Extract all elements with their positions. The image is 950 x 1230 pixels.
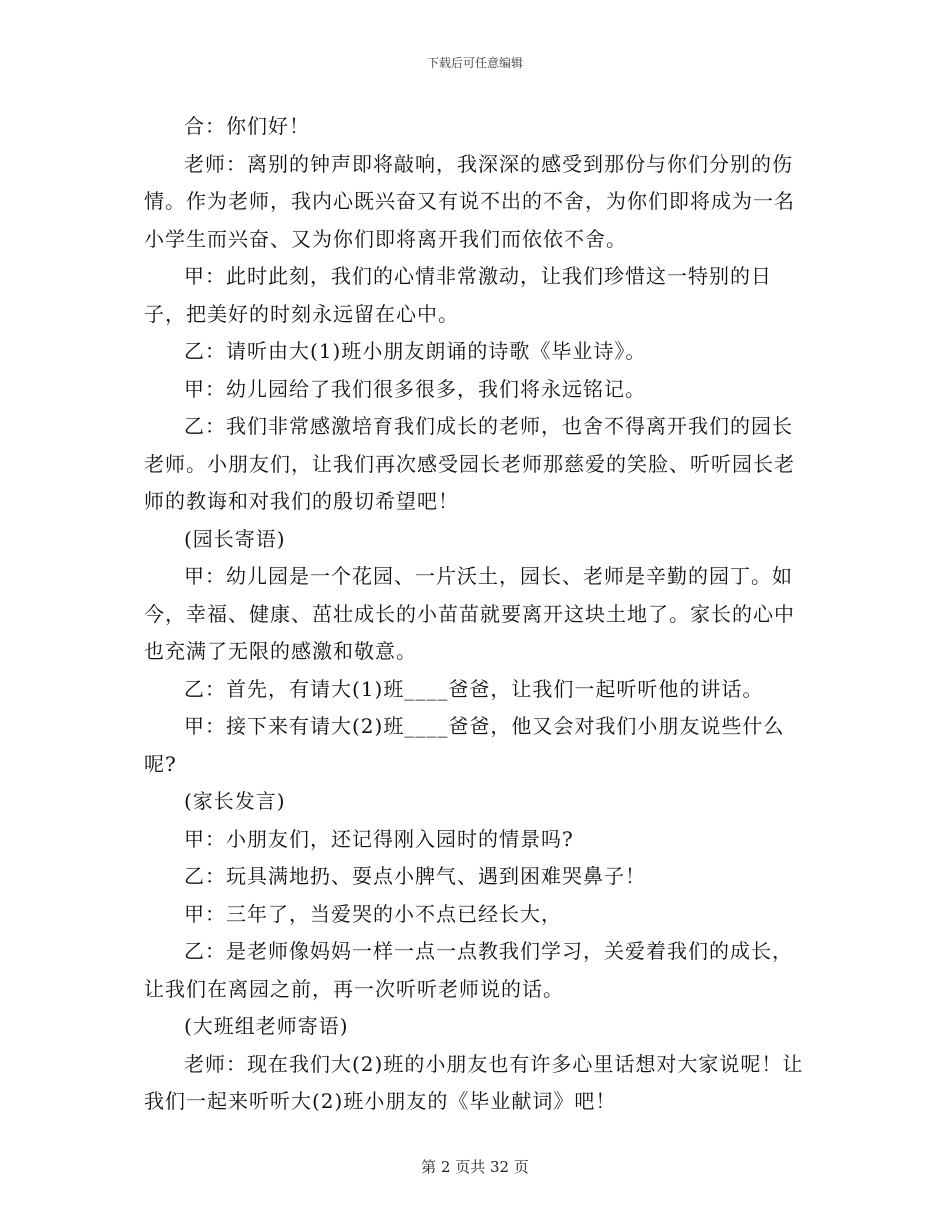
paragraph: 甲：幼儿园给了我们很多很多，我们将永远铭记。 (184, 376, 646, 401)
paragraph: 乙：首先，有请大(1)班____爸爸，让我们一起听听他的讲话。 (184, 676, 764, 701)
page-number: 第 2 页共 32 页 (421, 1158, 529, 1176)
paragraph: 乙：玩具满地扔、耍点小脾气、遇到困难哭鼻子！ (184, 864, 646, 888)
paragraph: 甲：幼儿园是一个花园、一片沃土，园长、老师是辛勤的园丁。如今，幸福、健康、茁壮成长的小苗苗就要离开这块土地了。家长的心中也充满了无限的感激和敬意。 (144, 564, 795, 663)
section-note: (大班组老师寄语) (184, 1014, 349, 1038)
section-note: (家长发言) (184, 789, 286, 813)
document-body (144, 108, 812, 1121)
paragraph: 甲：小朋友们，还记得刚入园时的情景吗? (184, 826, 574, 851)
paragraph: 乙：我们非常感激培育我们成长的老师，也舍不得离开我们的园长老师。小朋友们，让我们再次感受园长老师那慈爱的笑脸、听听园长老师的教诲和对我们的殷切希望吧！ (144, 414, 795, 513)
page-header: 下载后可任意编辑 (426, 56, 523, 70)
paragraph: 乙：是老师像妈妈一样一点一点教我们学习，关爱着我们的成长，让我们在离园之前，再一次听听老师说的话。 (144, 939, 793, 1001)
section-note: (园长寄语) (184, 526, 286, 551)
paragraph: 老师：离别的钟声即将敲响，我深深的感受到那份与你们分别的伤情。作为老师，我内心既兴奋又有说不出的不舍，为你们即将成为一名小学生而兴奋、又为你们即将离开我们而依依不舍。 (144, 151, 795, 251)
paragraph: 甲：接下来有请大(2)班____爸爸，他又会对我们小朋友说些什么呢? (144, 714, 785, 776)
paragraph: 甲：三年了，当爱哭的小不点已经长大， (184, 901, 562, 926)
paragraph: 乙：请听由大(1)班小朋友朗诵的诗歌《毕业诗》。 (184, 339, 647, 363)
paragraph: 甲：此时此刻，我们的心情非常激动，让我们珍惜这一特别的日子，把美好的时刻永远留在心中。 (144, 264, 772, 326)
paragraph: 合：你们好！ (184, 114, 310, 138)
paragraph: 老师：现在我们大(2)班的小朋友也有许多心里话想对大家说呢！让我们一起来听听大(2)班小朋友的《毕业献词》吧！ (144, 1051, 804, 1113)
